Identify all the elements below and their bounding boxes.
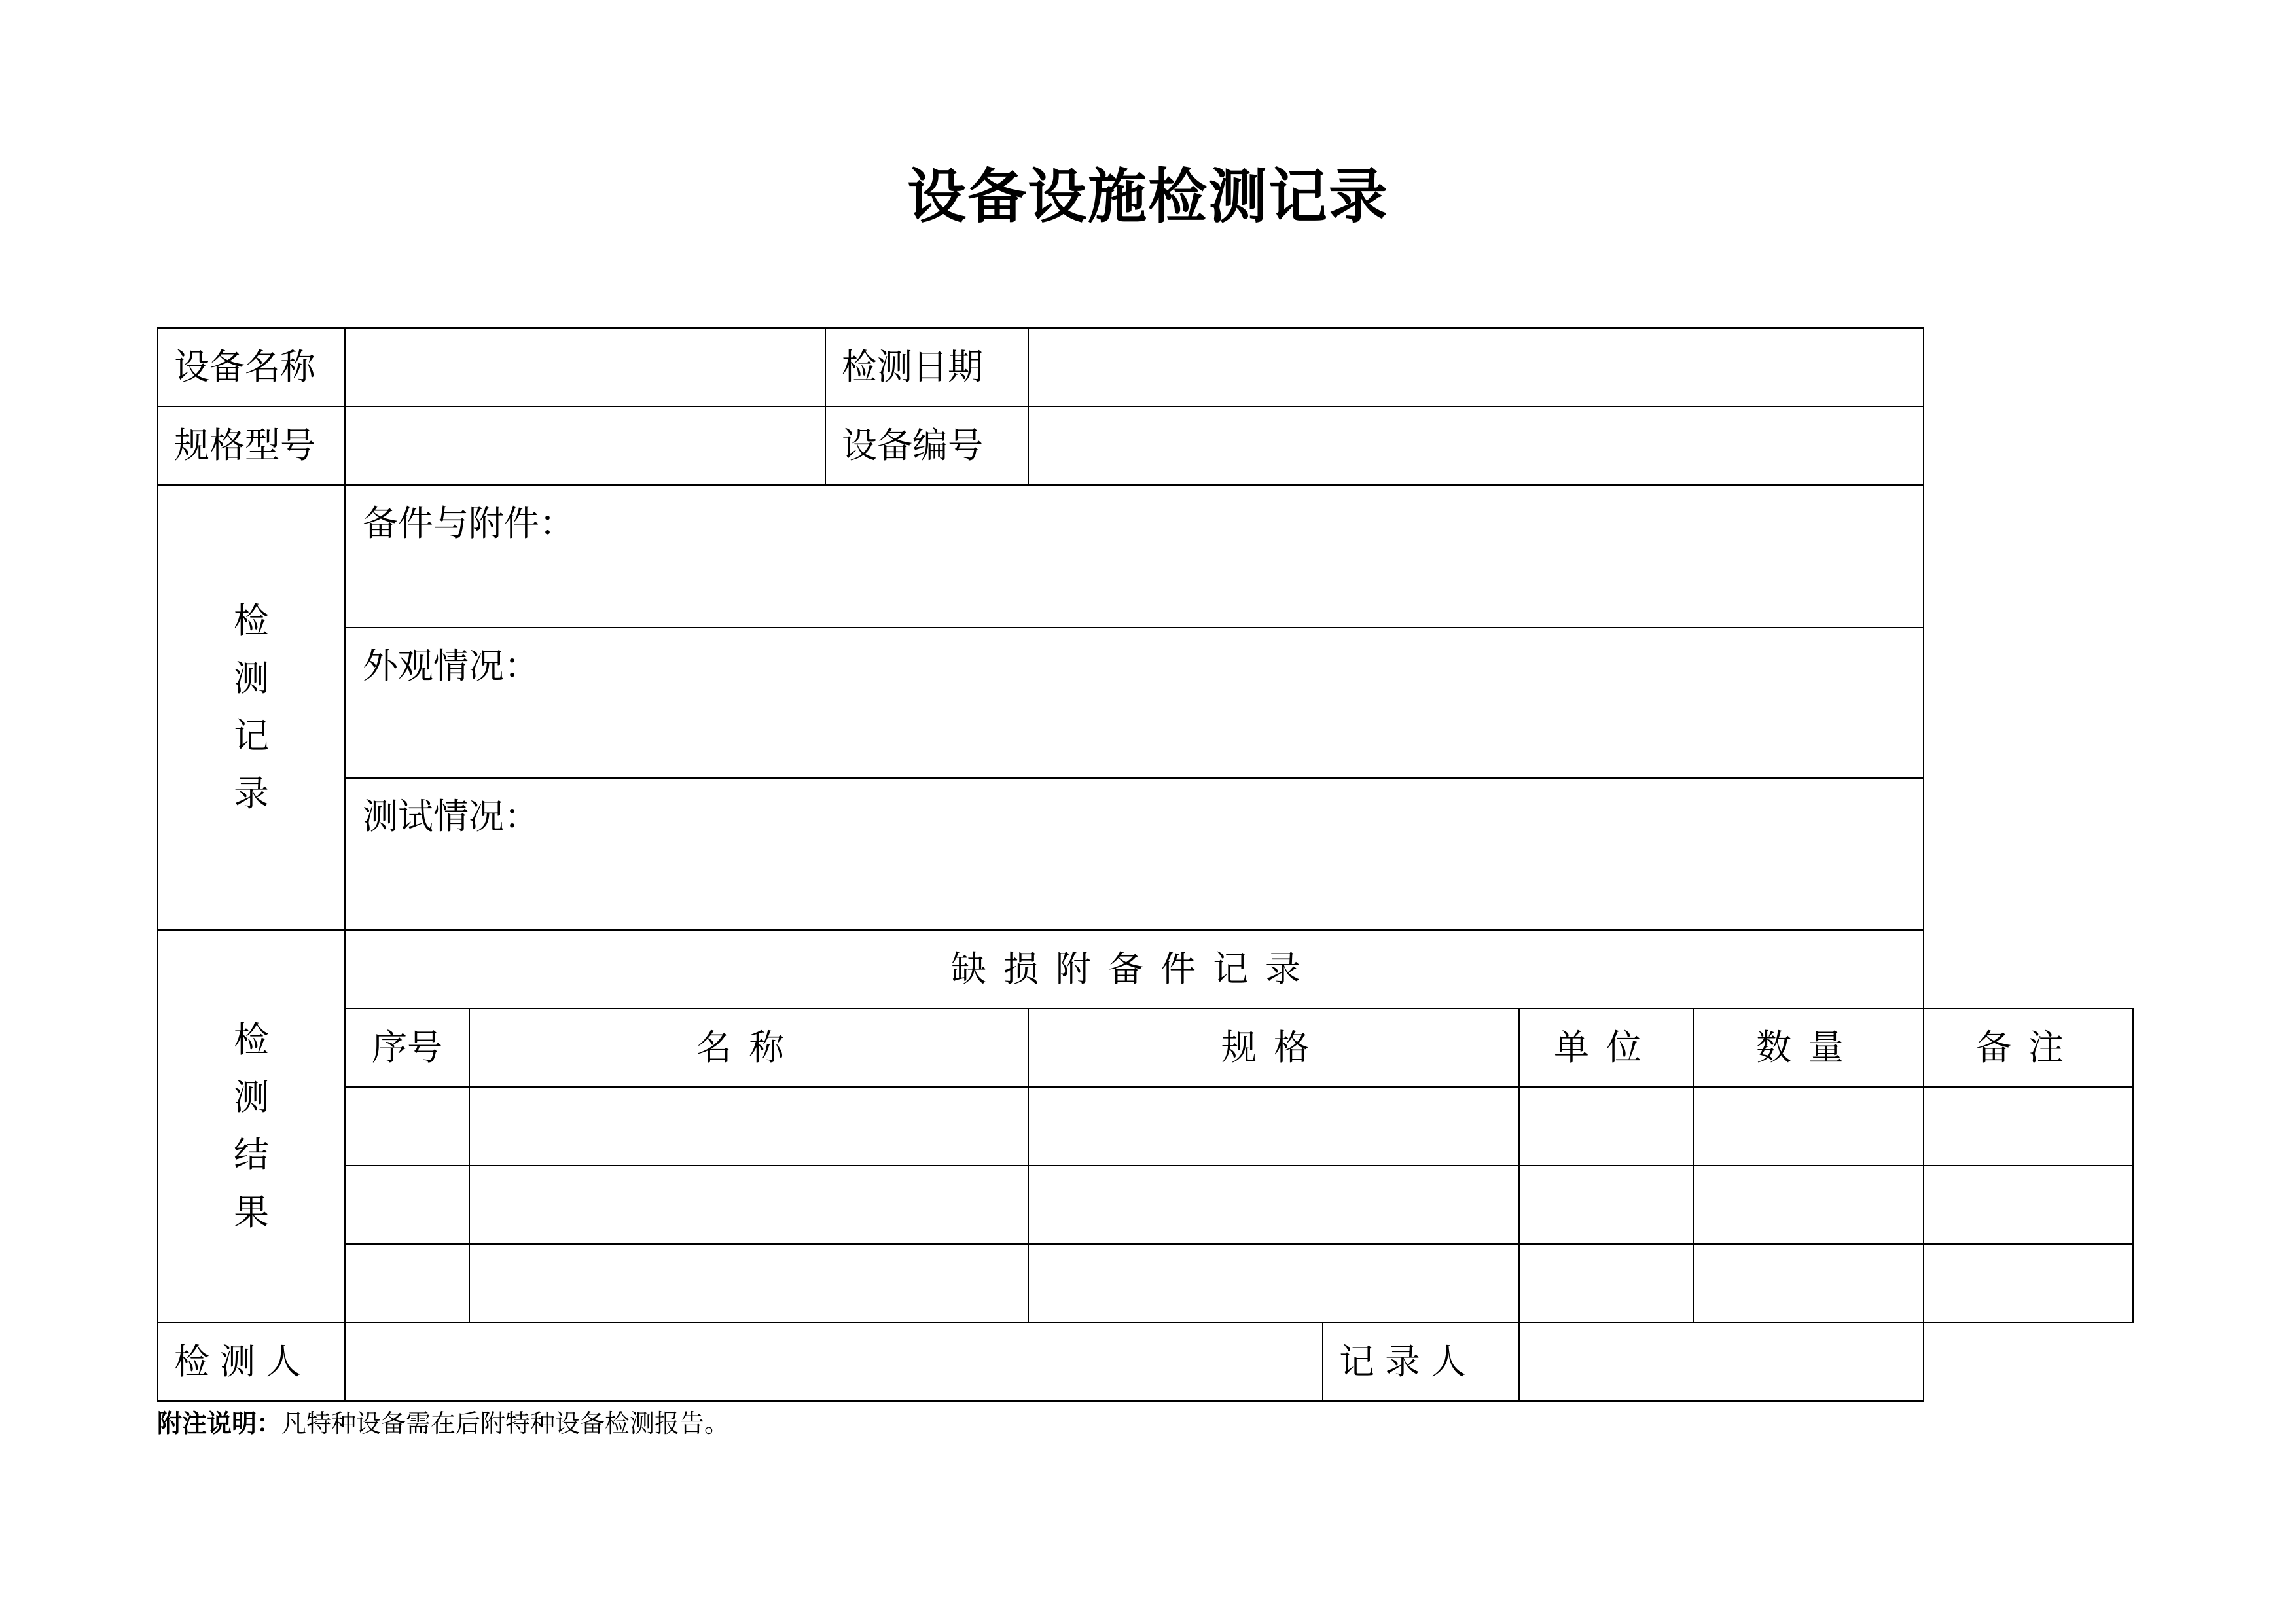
cell-index[interactable] — [345, 1087, 469, 1166]
test-condition-field[interactable] — [345, 778, 1924, 930]
defect-table-title: 缺损附备件记录 — [345, 930, 1924, 1008]
footnote-label: 附注说明： — [157, 1408, 282, 1438]
test-date-label: 检测日期 — [825, 328, 1028, 406]
recorder-field[interactable] — [1519, 1323, 1924, 1401]
cell-spec[interactable] — [1028, 1244, 1519, 1323]
inspection-form — [157, 327, 2134, 1402]
inspection-record-char: 记 — [234, 715, 269, 757]
row-accessories — [158, 485, 2133, 628]
footnote-text: 凡特种设备需在后附特种设备检测报告。 — [281, 1409, 730, 1438]
inspector-label: 检测人 — [158, 1323, 345, 1401]
defect-table-header — [158, 1008, 2133, 1087]
model-field[interactable] — [345, 406, 825, 485]
inspector-field[interactable] — [345, 1323, 1323, 1401]
test-date-field[interactable] — [1028, 328, 1924, 406]
device-name-field[interactable] — [345, 328, 825, 406]
cell-name[interactable] — [469, 1166, 1028, 1244]
cell-name[interactable] — [469, 1087, 1028, 1166]
col-header-remark: 备注 — [1924, 1008, 2133, 1087]
cell-unit[interactable] — [1519, 1166, 1693, 1244]
device-no-field[interactable] — [1028, 406, 1924, 485]
inspection-record-label — [158, 485, 345, 930]
inspection-record-char: 测 — [234, 658, 269, 699]
device-name-label: 设备名称 — [158, 328, 345, 406]
row-device-name — [158, 328, 2133, 406]
cell-quantity[interactable] — [1693, 1166, 1924, 1244]
cell-index[interactable] — [345, 1166, 469, 1244]
cell-quantity[interactable] — [1693, 1087, 1924, 1166]
appearance-label: 外观情况： — [363, 645, 539, 687]
footnote — [157, 1407, 729, 1440]
row-appearance — [158, 628, 2133, 778]
model-label: 规格型号 — [158, 406, 345, 485]
cell-spec[interactable] — [1028, 1087, 1519, 1166]
cell-remark[interactable] — [1924, 1087, 2133, 1166]
test-condition-label: 测试情况： — [363, 796, 539, 837]
col-header-spec: 规格 — [1028, 1008, 1519, 1087]
accessories-label: 备件与附件： — [363, 503, 575, 544]
row-signatures — [158, 1323, 2133, 1401]
col-header-name: 名称 — [469, 1008, 1028, 1087]
cell-remark[interactable] — [1924, 1244, 2133, 1323]
inspection-record-char: 检 — [234, 600, 269, 641]
table-row — [158, 1244, 2133, 1323]
inspection-result-char: 测 — [234, 1077, 269, 1118]
inspection-result-char: 检 — [234, 1019, 269, 1060]
cell-name[interactable] — [469, 1244, 1028, 1323]
page-title: 设备设施检测记录 — [907, 162, 1389, 231]
col-header-index: 序号 — [345, 1008, 469, 1087]
table-row — [158, 1087, 2133, 1166]
col-header-quantity: 数量 — [1693, 1008, 1924, 1087]
table-row — [158, 1166, 2133, 1244]
inspection-result-char: 结 — [234, 1134, 269, 1175]
col-header-unit: 单位 — [1519, 1008, 1693, 1087]
cell-spec[interactable] — [1028, 1166, 1519, 1244]
appearance-field[interactable] — [345, 628, 1924, 778]
cell-unit[interactable] — [1519, 1087, 1693, 1166]
row-model — [158, 406, 2133, 485]
accessories-field[interactable] — [345, 485, 1924, 628]
recorder-label: 记录人 — [1323, 1323, 1519, 1401]
row-defect-title — [158, 930, 2133, 1008]
device-no-label: 设备编号 — [825, 406, 1028, 485]
cell-remark[interactable] — [1924, 1166, 2133, 1244]
cell-unit[interactable] — [1519, 1244, 1693, 1323]
inspection-record-char: 录 — [234, 773, 269, 814]
cell-quantity[interactable] — [1693, 1244, 1924, 1323]
inspection-result-char: 果 — [234, 1192, 269, 1233]
inspection-result-label — [158, 930, 345, 1323]
row-test — [158, 778, 2133, 930]
cell-index[interactable] — [345, 1244, 469, 1323]
